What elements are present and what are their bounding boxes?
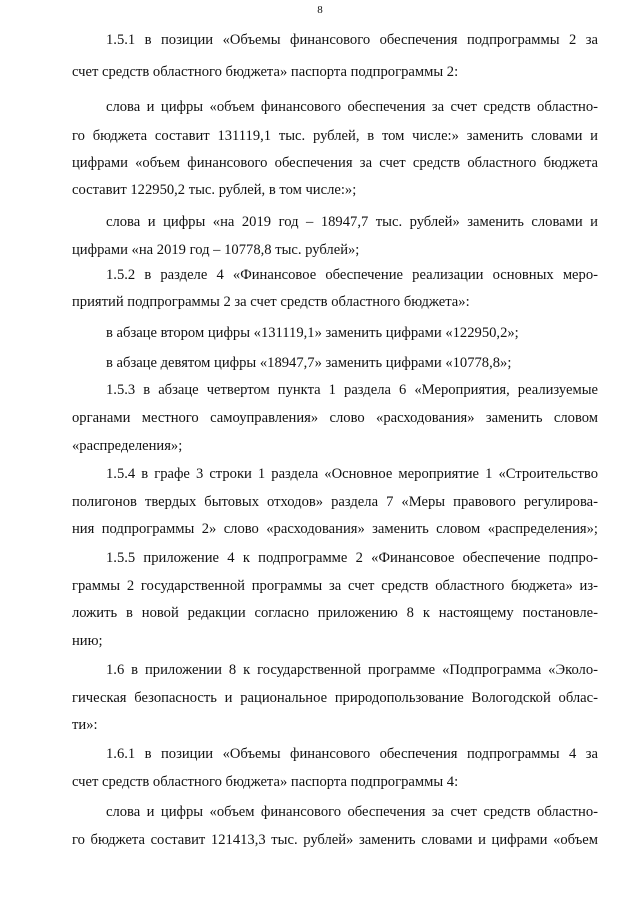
text-line: счет средств областного бюджета» паспорта подпрограммы 2:: [72, 64, 459, 80]
text-line: 1.5.3 в абзаце четвертом пункта 1 раздела 6 «Мероприятия, реализуемые: [106, 382, 598, 398]
text-line: го бюджета составит 121413,3 тыс. рублей» заменить словами и цифрами «объем: [72, 832, 598, 848]
text-line: гическая безопасность и рациональное природопользование Вологодской облас-: [72, 690, 598, 706]
text-line: 1.5.2 в разделе 4 «Финансовое обеспечение реализации основных меро-: [106, 267, 598, 283]
text-line: 1.5.5 приложение 4 к подпрограмме 2 «Финансовое обеспечение подпро-: [106, 550, 598, 566]
text-line: 1.6.1 в позиции «Объемы финансового обеспечения подпрограммы 4 за: [106, 746, 598, 762]
text-line: слова и цифры «объем финансового обеспечения за счет средств областно-: [106, 99, 598, 115]
text-line: 1.5.4 в графе 3 строки 1 раздела «Основное мероприятие 1 «Строительство: [106, 466, 598, 482]
text-line: ния подпрограммы 2» слово «расходования» заменить словом «распределения»;: [72, 521, 598, 537]
text-line: в абзаце девятом цифры «18947,7» заменить цифрами «10778,8»;: [106, 355, 512, 371]
page-number: 8: [317, 4, 323, 16]
text-line: 1.6 в приложении 8 к государственной программе «Подпрограмма «Эколо-: [106, 662, 598, 678]
text-line: полигонов твердых бытовых отходов» раздела 7 «Меры правового регулирова-: [72, 494, 598, 510]
text-line: счет средств областного бюджета» паспорта подпрограммы 4:: [72, 774, 459, 790]
text-line: 1.5.1 в позиции «Объемы финансового обеспечения подпрограммы 2 за: [106, 32, 598, 48]
text-line: цифрами «на 2019 год – 10778,8 тыс. рублей»;: [72, 242, 360, 258]
text-line: цифрами «объем финансового обеспечения за счет средств областного бюджета: [72, 155, 598, 171]
text-line: го бюджета составит 131119,1 тыс. рублей, в том числе:» заменить словами и: [72, 128, 598, 144]
text-line: «распределения»;: [72, 438, 183, 454]
text-line: в абзаце втором цифры «131119,1» заменить цифрами «122950,2»;: [106, 325, 519, 341]
text-line: ти»:: [72, 717, 98, 733]
text-line: ложить в новой редакции согласно приложению 8 к настоящему постановле-: [72, 605, 598, 621]
text-line: нию;: [72, 633, 103, 649]
text-line: составит 122950,2 тыс. рублей, в том числе:»;: [72, 182, 357, 198]
text-line: граммы 2 государственной программы за счет средств областного бюджета» из-: [72, 578, 598, 594]
text-line: органами местного самоуправления» слово «расходования» заменить словом: [72, 410, 598, 426]
text-line: слова и цифры «на 2019 год – 18947,7 тыс. рублей» заменить словами и: [106, 214, 598, 230]
text-line: слова и цифры «объем финансового обеспечения за счет средств областно-: [106, 804, 598, 820]
text-line: приятий подпрограммы 2 за счет средств областного бюджета»:: [72, 294, 470, 310]
